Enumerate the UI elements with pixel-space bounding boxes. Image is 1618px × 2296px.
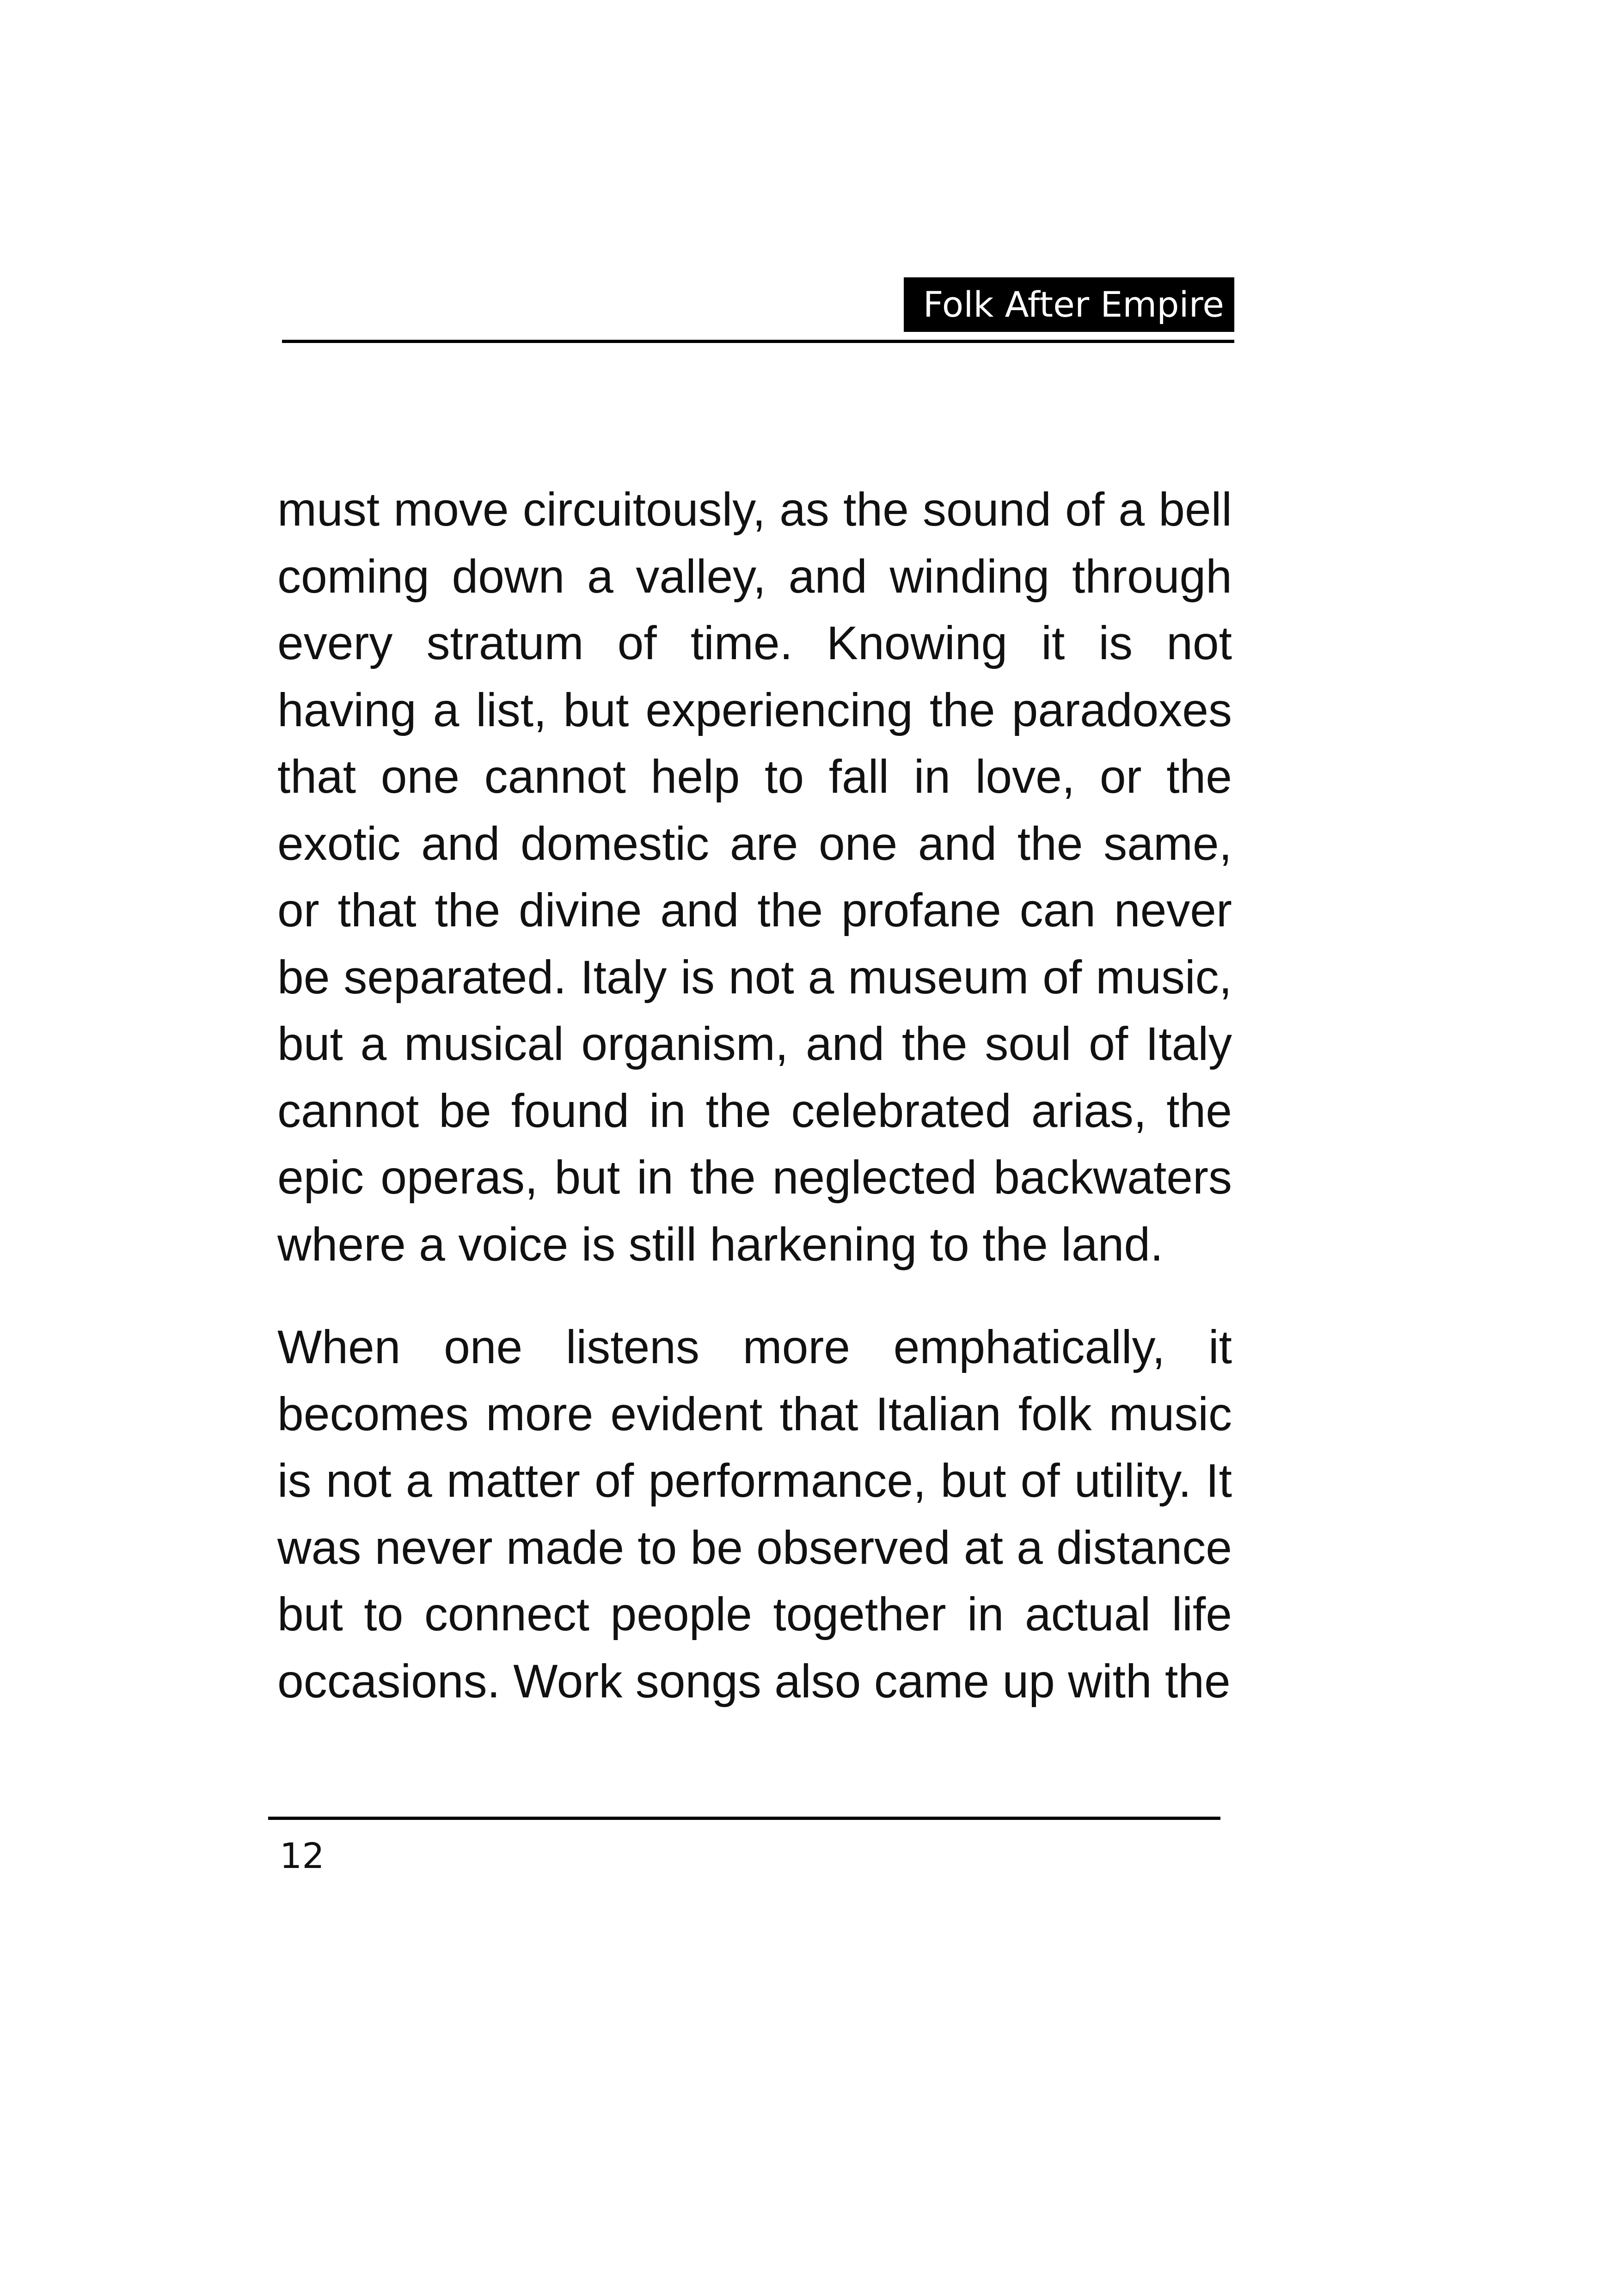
paragraph-1: must move circuitously, as the sound of a bell coming down a valley, and winding through every stratum of time. Knowing it is not having a list, but experiencing the paradoxes that one cannot help to fall in love, or the exotic and domestic are one and the same, or that the divine and the profane can never be separated. Italy is not a museum of music, but a musical organism, and the soul of Italy cannot be found in the celebrated arias, the epic operas, but in the neglected backwaters where a voice is still harkening to the land. (277, 483, 1232, 1271)
running-title: Folk After Empire (904, 277, 1234, 332)
footer-rule (268, 1817, 1220, 1820)
page-footer (268, 1817, 1220, 1886)
running-header (282, 277, 1234, 347)
header-rule (282, 340, 1234, 343)
paragraph-2: When one listens more emphatically, it becomes more evident that Italian folk music is not a matter of performance, but of utility. It was never made to be observed at a distance but to connect people together in actual life occasions. Work songs also came up with the (277, 1321, 1232, 1708)
page-number: 12 (280, 1835, 325, 1876)
body-text (277, 476, 1232, 1751)
